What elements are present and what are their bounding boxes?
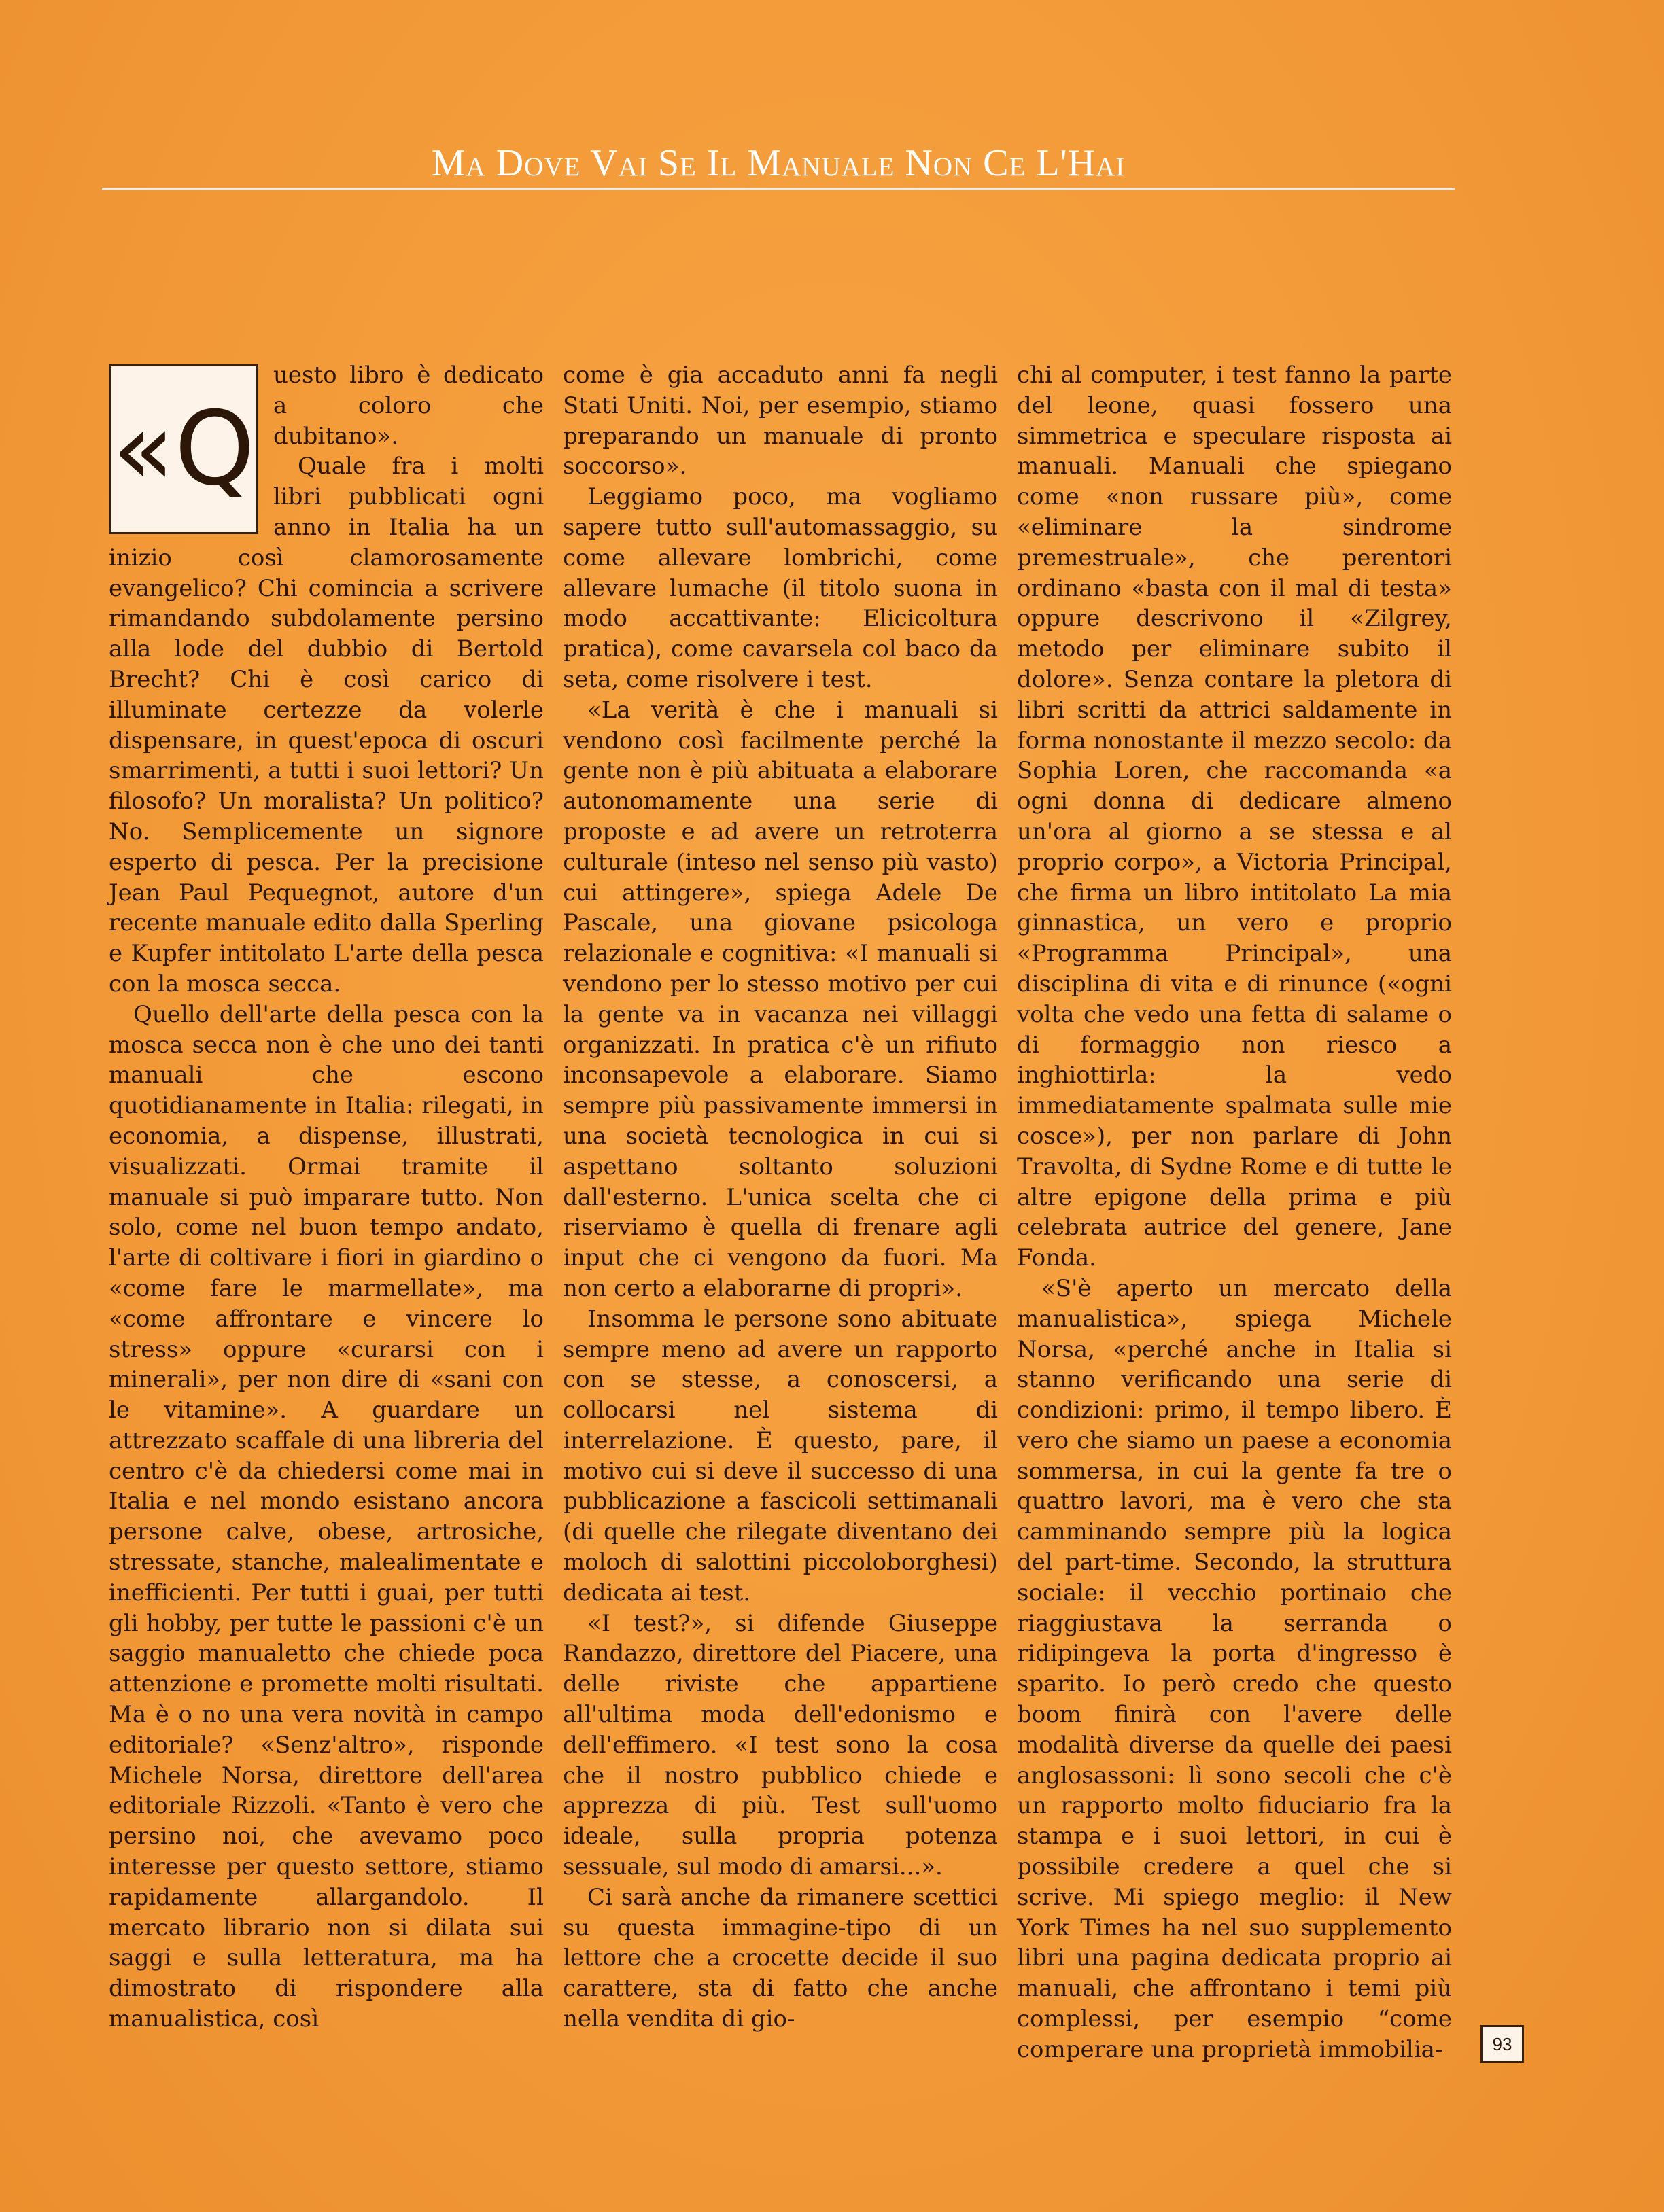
drop-cap: «Q bbox=[109, 364, 258, 534]
paragraph: uesto libro è dedicato a coloro che dubitano». bbox=[273, 362, 544, 450]
paragraph: «La verità è che i manuali si vendono così facilmente perché la gente non è più abituata a elaborare autonomamente una serie di proposte e ad avere un retroterra culturale (inteso nel senso più vasto) cui attingere», spiega Adele De Pascale, una giovane psicologa relazionale e cognitiva: «I manuali si vendono per lo stesso motivo per cui la gente va in vacanza nei villaggi organizzati. In pratica c'è un rifiuto inconsapevole a elaborare. Siamo sempre più passivamente immersi in una società tecnologica in cui si aspettano soltanto soluzioni dall'esterno. L'unica scelta che ci riserviamo è quella di frenare agli input che ci vengono da fuori. Ma non certo a elaborarne di propri». bbox=[563, 696, 998, 1302]
paragraph: chi al computer, i test fanno la parte del leone, quasi fossero una simmetrica e speculare risposta ai manuali. Manuali che spiegano come «non russare più», come «eliminare la sindrome premestruale», che perentori ordinano «basta con il mal di testa» oppure descrivono il «Zilgrey, metodo per eliminare subito il dolore». Senza contare la pletora di libri scritti da attrici saldamente in forma nonostante il mezzo secolo: da Sophia Loren, che raccomanda «a ogni donna di dedicare almeno un'ora al giorno a se stessa e al proprio corpo», a Victoria Principal, che firma un libro intitolato La mia ginnastica, un vero e proprio «Programma Principal», una disciplina di vita e di rinunce («ogni volta che vedo una fetta di salame o di formaggio non riesco a inghiottirla: la vedo immediatamente spalmata sulle mie cosce»), per non parlare di John Travolta, di Sydne Rome e di tutte le altre epigone della prima e più celebrata autrice del genere, Jane Fonda. bbox=[1017, 362, 1452, 1272]
paragraph: Ci sarà anche da rimanere scettici su questa immagine-tipo di un lettore che a crocette decide il suo carattere, sta di fatto che anche nella vendita di gio- bbox=[563, 1883, 998, 2033]
article-column-2 bbox=[563, 360, 998, 2100]
paragraph: Leggiamo poco, ma vogliamo sapere tutto sull'automassaggio, su come allevare lombrichi, come allevare lumache (il titolo suona in modo accattivante: Elicicoltura pratica), come cavarsela col baco da seta, come risolvere i test. bbox=[563, 483, 998, 693]
article-column-1 bbox=[109, 360, 544, 2100]
paragraph: come è gia accaduto anni fa negli Stati Uniti. Noi, per esempio, stiamo preparando un manuale di pronto soccorso». bbox=[563, 362, 998, 480]
paragraph: Quale fra i molti libri pubblicati ogni anno in Italia ha un inizio così clamorosamente evangelico? Chi comincia a scrivere rimandando subdolamente persino alla lode del dubbio di Bertold Brecht? Chi è così carico di illuminate certezze da volerle dispensare, in quest'epoca di oscuri smarrimenti, a tutti i suoi lettori? Un filosofo? Un moralista? Un politico? No. Semplicemente un signore esperto di pesca. Per la precisione Jean Paul Pequegnot, autore d'un recente manuale edito dalla Sperling e Kupfer intitolato L'arte della pesca con la mosca secca. bbox=[109, 453, 544, 998]
paragraph: «I test?», si difende Giuseppe Randazzo, direttore del Piacere, una delle riviste che appartiene all'ultima moda dell'edonismo e dell'effimero. «I test sono la cosa che il nostro pubblico chiede e apprezza di più. Test sull'uomo ideale, sulla propria potenza sessuale, sul modo di amarsi...». bbox=[563, 1609, 998, 1881]
paragraph: Quello dell'arte della pesca con la mosca secca non è che uno dei tanti manuali che escono quotidianamente in Italia: rilegati, in economia, a dispense, illustrati, visualizzati. Ormai tramite il manuale si può imparare tutto. Non solo, come nel buon tempo andato, l'arte di coltivare i fiori in giardino o «come fare le marmellate», ma «come affrontare e vincere lo stress» oppure «curarsi con i minerali», per non dire di «sani con le vitamine». A guardare un attrezzato scaffale di una libreria del centro c'è da chiedersi come mai in Italia e nel mondo esistano ancora persone calve, obese, artrosiche, stressate, stanche, malealimentate e inefficienti. Per tutti i guai, per tutti gli hobby, per tutte le passioni c'è un saggio manualetto che chiede poca attenzione e promette molti risultati. Ma è o no una vera novità in campo editoriale? «Senz'altro», risponde Michele Norsa, direttore dell'area editoriale Rizzoli. «Tanto è vero che persino noi, che avevamo poco interesse per questo settore, stiamo rapidamente allargandolo. Il mercato librario non si dilata sui saggi e sulla letteratura, ma ha dimostrato di rispondere alla manualistica, così bbox=[109, 1000, 544, 2033]
paragraph: «S'è aperto un mercato della manualistica», spiega Michele Norsa, «perché anche in Italia si stanno verificando una serie di condizioni: primo, il tempo libero. È vero che siamo un paese a economia sommersa, in cui la gente fa tre o quattro lavori, ma è vero che sta camminando sempre più la logica del part-time. Secondo, la struttura sociale: il vecchio portinaio che riaggiustava la serranda o ridipingeva la porta d'ingresso è sparito. Io però credo che questo boom finirà con l'avere delle modalità diverse da quelle dei paesi anglosassoni: lì sono secoli che c'è un rapporto molto fiduciario fra la stampa e i suoi lettori, in cui è possibile credere a quel che si scrive. Mi spiego meglio: il New York Times ha nel suo supplemento libri una pagina dedicata proprio ai manuali, che affrontano i temi più complessi, per esempio “come comperare una proprietà immobilia- bbox=[1017, 1274, 1452, 2063]
page-number: 93 bbox=[1480, 2025, 1524, 2063]
paragraph: Insomma le persone sono abituate sempre meno ad avere un rapporto con se stesse, a conoscersi, a collocarsi nel sistema di interrelazione. È questo, pare, il motivo cui si deve il successo di una pubblicazione a fascicoli settimanali (di quelle che rilegate diventano dei moloch di salottini piccoloborghesi) dedicata ai test. bbox=[563, 1305, 998, 1607]
running-header bbox=[102, 136, 1455, 190]
article-column-3 bbox=[1017, 360, 1452, 2100]
header-rule bbox=[102, 188, 1455, 190]
header-title: Ma Dove Vai Se Il Manuale Non Ce L'Hai bbox=[431, 142, 1126, 184]
